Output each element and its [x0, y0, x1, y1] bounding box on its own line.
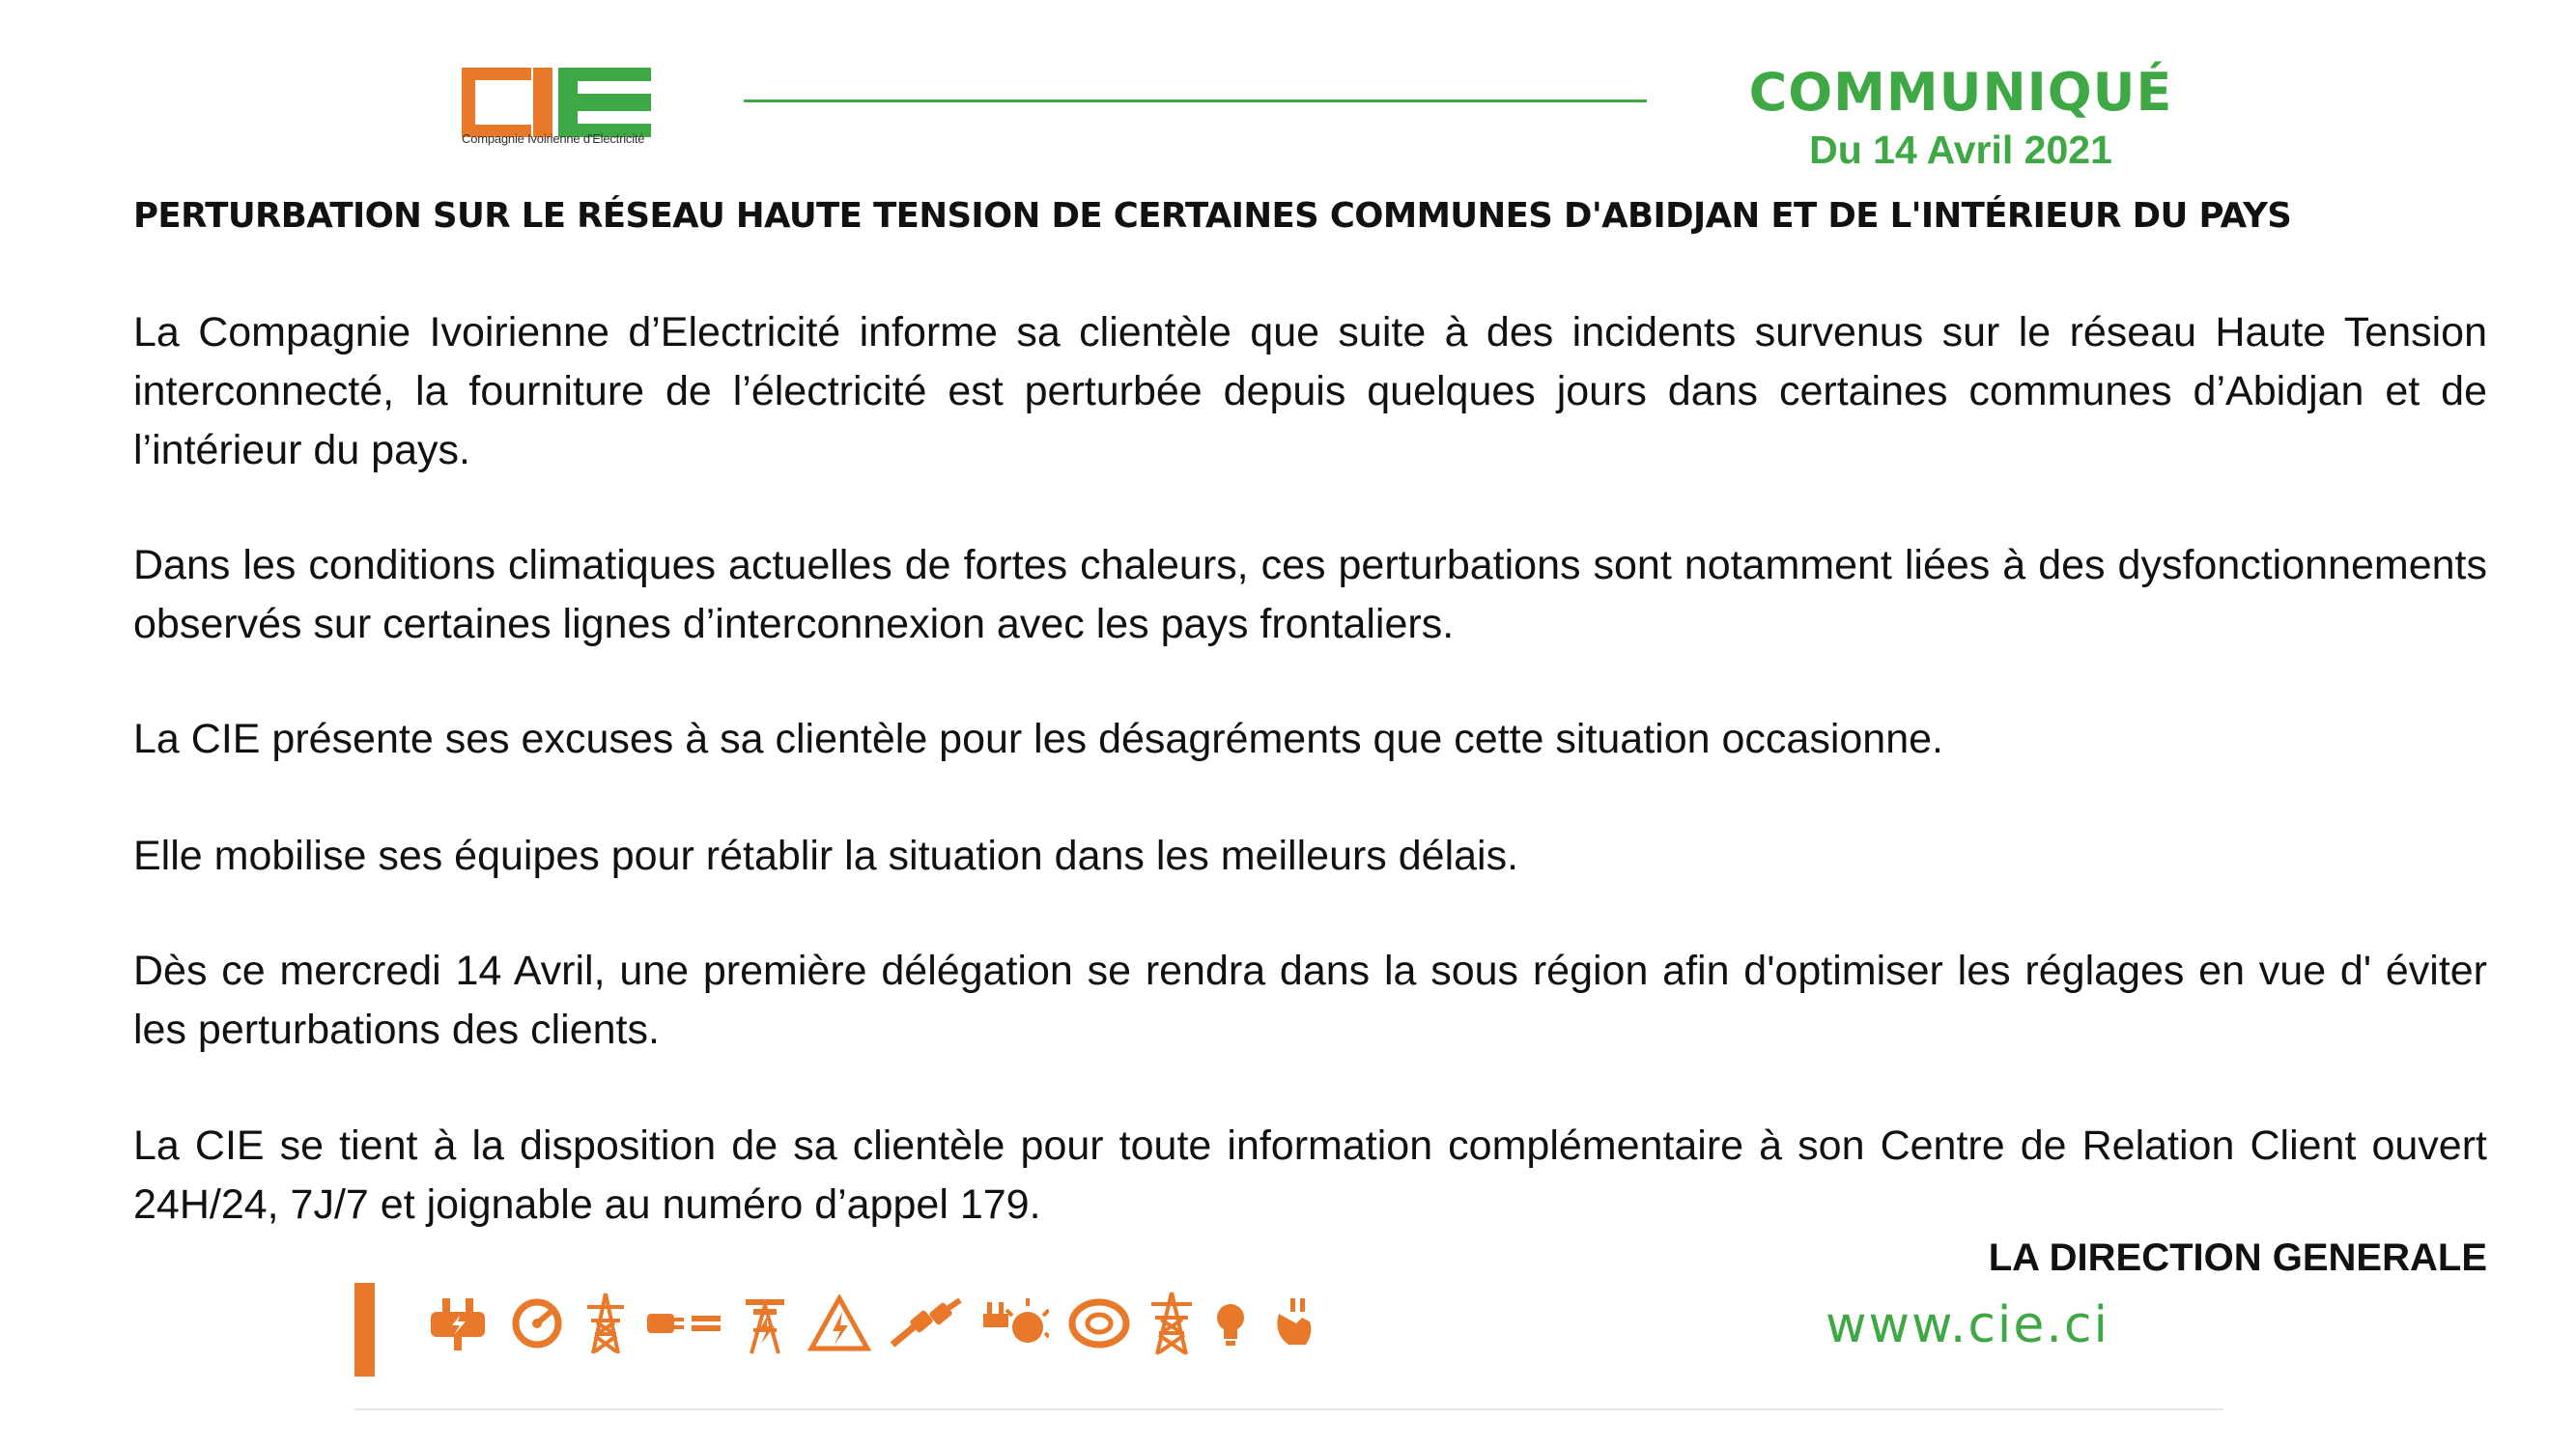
connector-icon	[645, 1304, 722, 1343]
website-link[interactable]: www.cie.ci	[1826, 1296, 2109, 1354]
socket-icon	[979, 1294, 1049, 1352]
paragraph-1: La Compagnie Ivoirienne d’Electricité informe sa clientèle que suite à des incidents survenus sur le réseau Haute Tension interconnecté, la fourniture de l’électricité est perturbée depuis quelques jours dans certaines communes d’Abidjan et de l’intérieur du pays.	[133, 309, 2487, 473]
meter-icon	[508, 1294, 566, 1352]
pylon-icon	[583, 1290, 628, 1357]
footer-icon-strip	[425, 1285, 1319, 1362]
gauge-icon	[1066, 1296, 1132, 1350]
paragraph-2: Dans les conditions climatiques actuelles de fortes chaleurs, ces perturbations sont notamment liées à des dysfonctionnements observés sur certaines lignes d’interconnexion avec les pays frontaliers.	[133, 542, 2487, 647]
hand-plug-icon	[1267, 1294, 1319, 1352]
substation-icon	[740, 1292, 790, 1355]
tower-icon	[1149, 1289, 1194, 1358]
paragraph-6: La CIE se tient à la disposition de sa clientèle pour toute information complémentaire à son Centre de Relation Client ouvert 24H/24, 7J/7 et joignable au numéro d’appel 179.	[133, 1122, 2487, 1228]
paragraph-3: La CIE présente ses excuses à sa clientèle pour les désagréments que cette situation occasionne.	[133, 716, 1943, 762]
footer-accent-bar	[354, 1283, 375, 1377]
paragraph-4: Elle mobilise ses équipes pour rétablir la situation dans les meilleurs délais.	[133, 833, 1519, 879]
warning-icon	[807, 1294, 871, 1352]
cie-logo-mark	[462, 68, 651, 137]
footer-divider	[354, 1408, 2223, 1410]
signature: LA DIRECTION GENERALE	[1988, 1236, 2487, 1279]
header-divider	[744, 99, 1647, 102]
communique-heading: COMMUNIQUÉ	[1748, 62, 2173, 123]
plug-icon	[425, 1293, 491, 1354]
logo-tagline: Compagnie Ivoirienne d'Electricité	[462, 131, 645, 146]
cable-icon	[889, 1296, 962, 1350]
bulb-icon	[1211, 1296, 1250, 1350]
document-title: PERTURBATION SUR LE RÉSEAU HAUTE TENSION DE CERTAINES COMMUNES D'ABIDJAN ET DE L'INTÉRIEUR DU PAYS	[133, 196, 2292, 236]
paragraph-5: Dès ce mercredi 14 Avril, une première délégation se rendra dans la sous région afin d'optimiser les réglages en vue d' éviter les perturbations des clients.	[133, 948, 2487, 1053]
communique-date: Du 14 Avril 2021	[1809, 128, 2112, 172]
